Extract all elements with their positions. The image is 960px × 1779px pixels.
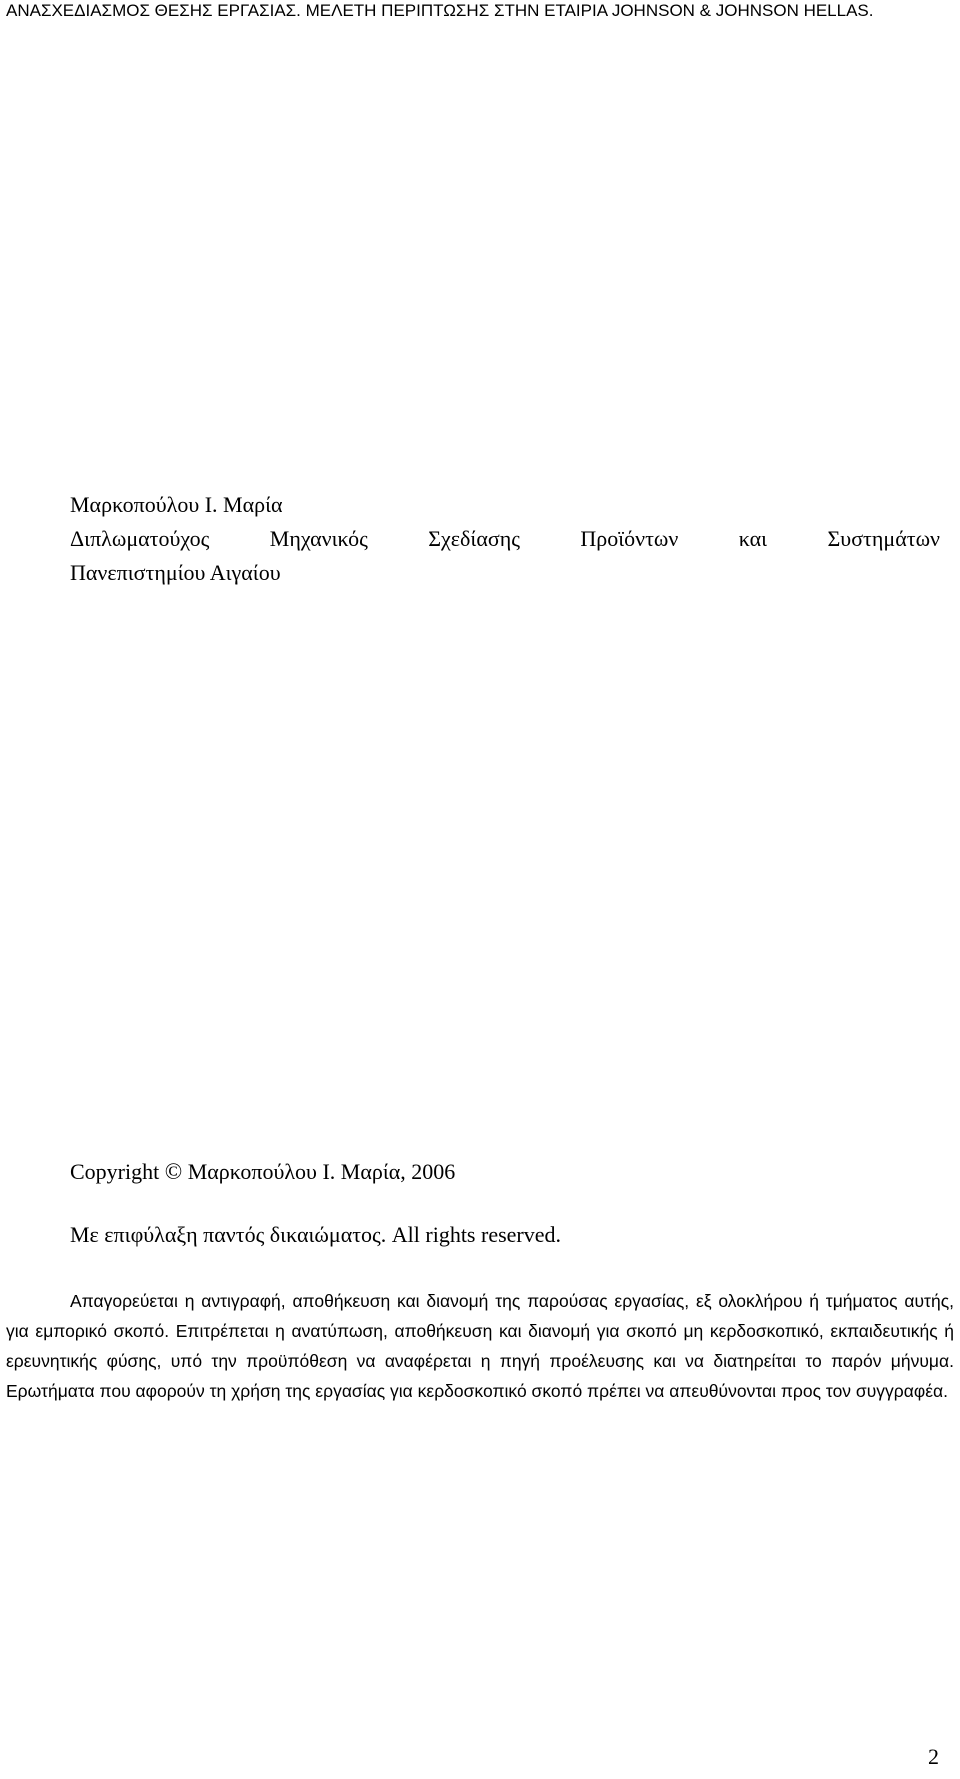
- author-block: [70, 488, 940, 590]
- copyright-word: Copyright: [70, 1159, 160, 1184]
- author-university: Πανεπιστημίου Αιγαίου: [70, 560, 281, 585]
- copyright-line: [70, 1157, 455, 1187]
- usage-notice-paragraph: Απαγορεύεται η αντιγραφή, αποθήκευση και διανομή της παρούσας εργασίας, εξ ολοκλήρου ή τμήματος αυτής, για εμπορικό σκοπό. Επιτρέπεται η ανατύπωση, αποθήκευση και διανομή για σκοπό μη κερδοσκοπικό, εκπαιδευτικής ή ερευνητικής φύσης, υπό την προϋπόθεση να αναφέρεται η πηγή προέλευσης και να διατηρείται το παρόν μήνυμα. Ερωτήματα που αφορούν τη χρήση της εργασίας για κερδοσκοπικό σκοπό πρέπει να απευθύνονται προς τον συγγραφέα.: [6, 1291, 954, 1401]
- page-number: 2: [928, 1744, 939, 1769]
- copyright-holder: Μαρκοπούλου Ι. Μαρία, 2006: [187, 1159, 456, 1184]
- running-header: ΑΝΑΣΧΕΔΙΑΣΜΟΣ ΘΕΣΗΣ ΕΡΓΑΣΙΑΣ. ΜΕΛΕΤΗ ΠΕΡΙΠΤΩΣΗΣ ΣΤΗΝ ΕΤΑΙΡΙΑ JOHNSON & JOHNSON HELLAS.: [6, 1, 874, 20]
- rights-reserved-line: Με επιφύλαξη παντός δικαιώματος. All rights reserved.: [70, 1222, 562, 1247]
- copyright-icon: ©: [164, 1159, 183, 1184]
- author-degree: Διπλωματούχος Μηχανικός Σχεδίασης Προϊόντων και Συστημάτων: [70, 526, 940, 551]
- author-name: Μαρκοπούλου Ι. Μαρία: [70, 492, 283, 517]
